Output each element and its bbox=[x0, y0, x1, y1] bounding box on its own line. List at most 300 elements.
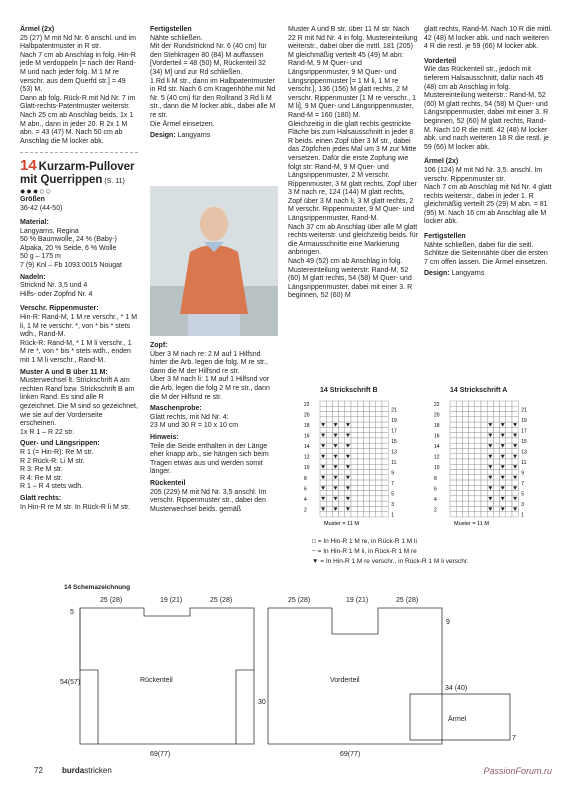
chart-row-label: 11 bbox=[391, 459, 397, 466]
chart-cell bbox=[462, 506, 468, 511]
chart-cell bbox=[456, 512, 462, 517]
chart-cell bbox=[456, 496, 462, 501]
chart-cell bbox=[326, 459, 332, 464]
chart-row-label: 18 bbox=[304, 423, 310, 430]
chart-row-label: 3 bbox=[391, 502, 394, 509]
chart-cell bbox=[357, 406, 363, 411]
design-name: Langyarns bbox=[177, 132, 211, 140]
chart-cell bbox=[481, 480, 487, 485]
chart-cell bbox=[500, 512, 506, 517]
chart-cell bbox=[351, 454, 357, 459]
chart-cell bbox=[326, 491, 332, 496]
chart-cell bbox=[363, 480, 369, 485]
chart-cell bbox=[493, 496, 499, 501]
chart-cell bbox=[382, 512, 388, 517]
chart-cell bbox=[326, 422, 332, 427]
chart-cell bbox=[326, 454, 332, 459]
chart-cell bbox=[339, 417, 345, 422]
chart-row-label: 2 bbox=[304, 507, 307, 514]
chart-cell bbox=[370, 501, 376, 506]
chart-cell bbox=[351, 496, 357, 501]
hint-text: Teile die Seide enthalten in der Länge eher knapp arb., sie hängen sich beim Tragen etwas aus und werden somit länger. bbox=[150, 442, 269, 476]
chart-cell bbox=[481, 438, 487, 443]
chart-cell bbox=[326, 427, 332, 432]
chart-cell bbox=[332, 406, 338, 411]
chart-cell bbox=[469, 485, 475, 490]
chart-cell bbox=[506, 401, 512, 406]
chart-cell bbox=[382, 427, 388, 432]
chart-cell bbox=[462, 459, 468, 464]
chart-cell bbox=[363, 485, 369, 490]
chart-cell bbox=[326, 438, 332, 443]
chart-cell bbox=[351, 427, 357, 432]
chart-cell bbox=[469, 406, 475, 411]
chart-cell bbox=[339, 485, 345, 490]
chart-cell bbox=[351, 438, 357, 443]
chart-cell bbox=[456, 401, 462, 406]
chart-cell bbox=[339, 412, 345, 417]
chart-cell bbox=[456, 506, 462, 511]
chart-cell bbox=[506, 491, 512, 496]
legend-text-1: = In Hin-R 1 M re, in Rück-R 1 M li bbox=[317, 538, 417, 545]
chart-cell bbox=[345, 427, 351, 432]
chart-cell bbox=[475, 480, 481, 485]
chart-cell bbox=[320, 501, 326, 506]
chart-cell bbox=[493, 427, 499, 432]
chart-cell bbox=[357, 480, 363, 485]
chart-cell bbox=[481, 422, 487, 427]
chart-cell bbox=[456, 427, 462, 432]
chart-cell bbox=[351, 417, 357, 422]
chart-cell bbox=[481, 427, 487, 432]
chart-cell bbox=[506, 454, 512, 459]
chart-cell bbox=[339, 427, 345, 432]
chart-cell bbox=[357, 401, 363, 406]
chart-cell bbox=[370, 412, 376, 417]
chart-cell bbox=[487, 512, 493, 517]
chart-cell bbox=[326, 512, 332, 517]
chart-cell bbox=[382, 417, 388, 422]
schema-top-mid: 19 (21) bbox=[160, 597, 183, 604]
page-number: 72 bbox=[34, 766, 43, 775]
chart-cell bbox=[462, 454, 468, 459]
chart-cell bbox=[462, 512, 468, 517]
chart-cell bbox=[456, 433, 462, 438]
chart-cell bbox=[370, 480, 376, 485]
chart-cell bbox=[506, 475, 512, 480]
chart-cell bbox=[462, 475, 468, 480]
chart-cell bbox=[456, 438, 462, 443]
chart-cell bbox=[481, 417, 487, 422]
divider bbox=[20, 152, 138, 153]
chart-cell bbox=[357, 506, 363, 511]
chart-cell bbox=[469, 427, 475, 432]
chart-cell bbox=[462, 501, 468, 506]
chart-cell bbox=[345, 459, 351, 464]
chart-cell bbox=[376, 512, 382, 517]
chart-cell bbox=[339, 470, 345, 475]
chart-cell bbox=[363, 433, 369, 438]
chart-cell bbox=[326, 501, 332, 506]
chart-cell bbox=[382, 433, 388, 438]
chart-cell bbox=[481, 501, 487, 506]
chart-cell bbox=[370, 491, 376, 496]
chart-cell bbox=[487, 501, 493, 506]
chart-row-label: 7 bbox=[391, 481, 394, 488]
chart-cell bbox=[370, 448, 376, 453]
chart-cell bbox=[506, 438, 512, 443]
chart-cell bbox=[487, 406, 493, 411]
chart-cell bbox=[506, 443, 512, 448]
chart-cell bbox=[332, 401, 338, 406]
chart-cell bbox=[376, 448, 382, 453]
chart-cell bbox=[512, 401, 518, 406]
chart-cell bbox=[332, 491, 338, 496]
chart-cell bbox=[382, 443, 388, 448]
chart-cell bbox=[475, 496, 481, 501]
chart-cell bbox=[339, 464, 345, 469]
chart-cell bbox=[357, 512, 363, 517]
column-2 bbox=[150, 26, 278, 144]
chart-cell bbox=[357, 464, 363, 469]
chart-cell bbox=[493, 412, 499, 417]
chart-cell bbox=[493, 406, 499, 411]
chart-cell bbox=[345, 470, 351, 475]
chart-cell bbox=[475, 464, 481, 469]
chart-cell bbox=[326, 470, 332, 475]
gauge-heading: Maschenprobe: bbox=[150, 405, 202, 413]
chart-cell bbox=[357, 448, 363, 453]
chart-cell bbox=[456, 448, 462, 453]
chart-cell bbox=[493, 417, 499, 422]
chart-cell bbox=[506, 459, 512, 464]
chart-cell bbox=[500, 412, 506, 417]
sleeves-heading-2: Ärmel (2x) bbox=[424, 158, 459, 166]
column-1 bbox=[20, 26, 138, 515]
chart-cell bbox=[506, 512, 512, 517]
model-number: 14 bbox=[20, 157, 37, 175]
sleeves-heading: Ärmel (2x) bbox=[20, 26, 55, 33]
blank-square-icon: □ bbox=[312, 538, 316, 545]
zopf-heading: Zopf: bbox=[150, 342, 168, 349]
chart-cell bbox=[376, 427, 382, 432]
chart-cell bbox=[500, 417, 506, 422]
chart-cell bbox=[500, 491, 506, 496]
chart-cell bbox=[376, 480, 382, 485]
chart-cell bbox=[487, 491, 493, 496]
chart-cell bbox=[462, 412, 468, 417]
schema-sleeve-width: 34 (40) bbox=[445, 685, 468, 692]
schema-top-right: 25 (28) bbox=[210, 597, 233, 604]
pattern-heading: Verschr. Rippenmuster: bbox=[20, 305, 99, 313]
chart-cell bbox=[326, 412, 332, 417]
chart-cell bbox=[469, 438, 475, 443]
chart-cell bbox=[363, 496, 369, 501]
chart-cell bbox=[357, 454, 363, 459]
chart-cell bbox=[512, 417, 518, 422]
chart-cell bbox=[382, 470, 388, 475]
chart-cell bbox=[332, 412, 338, 417]
chart-cell bbox=[500, 501, 506, 506]
chart-cell bbox=[332, 470, 338, 475]
chart-cell bbox=[481, 454, 487, 459]
chart-cell bbox=[475, 485, 481, 490]
chart-cell bbox=[450, 433, 456, 438]
schema-neck-back: 5 bbox=[70, 609, 74, 616]
sizes-heading: Größen bbox=[20, 195, 45, 203]
chart-cell bbox=[351, 470, 357, 475]
chart-cell bbox=[363, 438, 369, 443]
triangle-icon: ▼ bbox=[312, 558, 319, 565]
glatt-heading: Glatt rechts: bbox=[20, 494, 62, 502]
chart-cell bbox=[357, 412, 363, 417]
chart-cell bbox=[493, 443, 499, 448]
design-name-2: Langyarns bbox=[451, 270, 485, 278]
chart-cell bbox=[370, 401, 376, 406]
chart-cell bbox=[500, 427, 506, 432]
chart-cell bbox=[450, 417, 456, 422]
chart-cell bbox=[345, 491, 351, 496]
chart-cell bbox=[376, 401, 382, 406]
chart-cell bbox=[481, 512, 487, 517]
chart-cell bbox=[506, 427, 512, 432]
chart-cell bbox=[469, 422, 475, 427]
chart-cell bbox=[475, 491, 481, 496]
chart-row-label: 8 bbox=[304, 475, 307, 482]
chart-row-label: 16 bbox=[304, 433, 310, 440]
chart-muster-label: Muster = 11 M bbox=[324, 520, 359, 527]
chart-cell bbox=[376, 496, 382, 501]
chart-cell bbox=[363, 406, 369, 411]
chart-row-label: 19 bbox=[391, 417, 397, 424]
back-text: 205 (229) M mit Nd Nr. 3,5 anschl. Im verschr. Rippenmuster str., dabei den Musterwechsel beids. gemäß bbox=[150, 488, 267, 513]
chart-cell bbox=[351, 459, 357, 464]
chart-cell bbox=[357, 433, 363, 438]
column-2-lower bbox=[150, 342, 278, 517]
chart-cell bbox=[326, 496, 332, 501]
chart-cell bbox=[370, 464, 376, 469]
chart-cell bbox=[382, 438, 388, 443]
chart-cell bbox=[320, 459, 326, 464]
chart-cell bbox=[469, 506, 475, 511]
chart-row-label: 21 bbox=[521, 407, 527, 414]
chart-cell bbox=[493, 433, 499, 438]
chart-cell bbox=[370, 443, 376, 448]
chart-cell bbox=[450, 485, 456, 490]
chart-cell bbox=[326, 443, 332, 448]
chart-cell bbox=[332, 448, 338, 453]
chart-cell bbox=[462, 422, 468, 427]
chart-cell bbox=[363, 491, 369, 496]
chart-row-label: 14 bbox=[304, 444, 310, 451]
chart-cell bbox=[357, 491, 363, 496]
chart-cell bbox=[370, 427, 376, 432]
chart-cell bbox=[345, 412, 351, 417]
chart-cell bbox=[382, 496, 388, 501]
chart-cell bbox=[339, 512, 345, 517]
finish-text: Nähte schließen. Mit der Rundstricknd Nr. 6 (40 cm) für den Stehkragen 80 (84) M auffassen [Vorderteil = 48 (50) M, Rückenteil 32 (34) M] und zur Rd schließen. 1 Rd li M str., dann im Halbpatentmuster in Rd str. Nach 6 cm Kragenhöhe mit Nd Nr. 5 (40 cm) für den Rollrand 3 Rd li M str., dann die M locker abk., dabei alle M re str. Die Ärmel einsetzen. bbox=[150, 34, 276, 128]
front-heading: Vorderteil bbox=[424, 57, 457, 65]
chart-cell bbox=[456, 412, 462, 417]
chart-cell bbox=[469, 491, 475, 496]
chart-cell bbox=[469, 480, 475, 485]
chart-cell bbox=[326, 506, 332, 511]
chart-cell bbox=[363, 448, 369, 453]
chart-cell bbox=[339, 448, 345, 453]
chart-cell bbox=[456, 480, 462, 485]
chart-cell bbox=[339, 433, 345, 438]
chart-row-label: 12 bbox=[304, 454, 310, 461]
chart-row-label: 18 bbox=[434, 423, 440, 430]
brand-bold: burda bbox=[62, 766, 85, 775]
material-text: Langyarns, Regina 50 % Baumwolle, 24 % (Baby-) Alpaka, 20 % Seide, 6 % Wolle 50 g – 175 m 7 (9) Knl – Fb 1093.0015 Nougat bbox=[20, 227, 122, 270]
chart-cell bbox=[512, 438, 518, 443]
chart-cell bbox=[500, 406, 506, 411]
chart-cell bbox=[481, 464, 487, 469]
chart-cell bbox=[339, 501, 345, 506]
design-label: Design: bbox=[150, 132, 176, 140]
chart-cell bbox=[370, 512, 376, 517]
chart-cell bbox=[339, 496, 345, 501]
chart-a-label: 14 Strickschrift A bbox=[450, 387, 508, 394]
chart-cell bbox=[351, 448, 357, 453]
chart-cell bbox=[487, 470, 493, 475]
chart-cell bbox=[345, 512, 351, 517]
chart-cell bbox=[351, 443, 357, 448]
chart-cell bbox=[339, 438, 345, 443]
schema-top-left-front: 25 (28) bbox=[288, 597, 311, 604]
chart-cell bbox=[493, 401, 499, 406]
chart-cell bbox=[456, 417, 462, 422]
schema-top-mid-front: 19 (21) bbox=[346, 597, 369, 604]
chart-cell bbox=[462, 480, 468, 485]
sleeves-text-2: 106 (124) M mit Nd Nr. 3,5. anschl. Im verschr. Rippenmuster str. Nach 7 cm ab Anschlag mit Nd Nr. 4 glatt rechts weiterstr., dabei in jeder 1. R gleichmäßig verteilt 25 (29) M abn. = 81 (95) M. Nach 16 cm ab Anschlag alle M locker abk. bbox=[424, 166, 552, 226]
chart-cell bbox=[450, 470, 456, 475]
chart-muster-label: Muster = 11 M bbox=[454, 520, 489, 527]
chart-row-label: 13 bbox=[391, 449, 397, 456]
column-3 bbox=[288, 26, 418, 304]
chart-cell bbox=[363, 427, 369, 432]
chart-cell bbox=[382, 464, 388, 469]
chart-cell bbox=[493, 512, 499, 517]
chart-row-label: 10 bbox=[434, 465, 440, 472]
gauge-text: Glatt rechts, mit Nd Nr. 4: 23 M und 30 R = 10 x 10 cm bbox=[150, 413, 239, 430]
chart-cell bbox=[462, 496, 468, 501]
chart-cell bbox=[326, 480, 332, 485]
chart-cell bbox=[382, 412, 388, 417]
brand bbox=[62, 766, 112, 775]
chart-row-label: 16 bbox=[434, 433, 440, 440]
ribs-text: R 1 (= Hin-R): Re M str. R 2 Rück-R: Li M str. R 3: Re M str. R 4: Re M str. R 1 – R 4 stets wdh. bbox=[20, 448, 94, 491]
needles-heading: Nadeln: bbox=[20, 273, 46, 281]
chart-cell bbox=[339, 401, 345, 406]
chart-cell bbox=[475, 412, 481, 417]
chart-cell bbox=[332, 438, 338, 443]
chart-cell bbox=[456, 470, 462, 475]
chart-cell bbox=[351, 512, 357, 517]
chart-cell bbox=[512, 491, 518, 496]
chart-row-label: 6 bbox=[434, 486, 437, 493]
chart-cell bbox=[376, 506, 382, 511]
chart-cell bbox=[469, 454, 475, 459]
pattern-text: Hin-R: Rand-M, 1 M re verschr., * 1 M li, 1 M re verschr. *, von * bis * stets wdh., Rand-M. Rück-R: Rand-M, * 1 M li verschr., 1 M re *, von * bis * stets wdh., enden mit 1 M li verschr., Rand-M. bbox=[20, 314, 138, 364]
chart-row-label: 22 bbox=[434, 402, 440, 408]
chart-cell bbox=[351, 406, 357, 411]
chart-cell bbox=[326, 401, 332, 406]
chart-cell bbox=[376, 501, 382, 506]
chart-cell bbox=[370, 433, 376, 438]
chart-cell bbox=[382, 401, 388, 406]
chart-cell bbox=[462, 485, 468, 490]
chart-a-grid bbox=[430, 397, 550, 535]
chart-cell bbox=[493, 464, 499, 469]
chart-cell bbox=[493, 485, 499, 490]
chart-cell bbox=[363, 417, 369, 422]
chart-cell bbox=[332, 427, 338, 432]
chart-cell bbox=[506, 433, 512, 438]
chart-cell bbox=[376, 475, 382, 480]
chart-cell bbox=[376, 438, 382, 443]
chart-cell bbox=[481, 491, 487, 496]
chart-cell bbox=[450, 412, 456, 417]
chart-cell bbox=[469, 401, 475, 406]
chart-cell bbox=[456, 491, 462, 496]
chart-cell bbox=[475, 417, 481, 422]
chart-cell bbox=[506, 422, 512, 427]
chart-cell bbox=[475, 512, 481, 517]
chart-cell bbox=[456, 464, 462, 469]
legend-row-1 bbox=[312, 537, 469, 547]
chart-cell bbox=[450, 464, 456, 469]
pattern-ab-text: Musterwechsel lt. Strickschrift A am rechten Rand bzw. Strickschrift B am linken Rand. Es sind alle R gezeichnet. Die M sind so gezeichnet, wie sie auf der Vorderseite erscheinen. 1x R 1 – R 22 str. bbox=[20, 377, 138, 436]
chart-cell bbox=[506, 412, 512, 417]
model-ref: (S. 11) bbox=[104, 178, 125, 186]
brand-rest: stricken bbox=[84, 766, 112, 775]
chart-cell bbox=[357, 443, 363, 448]
model-photo bbox=[150, 186, 278, 336]
chart-cell bbox=[376, 459, 382, 464]
chart-cell bbox=[450, 501, 456, 506]
chart-cell bbox=[376, 433, 382, 438]
chart-cell bbox=[363, 470, 369, 475]
chart-cell bbox=[357, 470, 363, 475]
chart-cell bbox=[332, 459, 338, 464]
chart-cell bbox=[462, 491, 468, 496]
chart-row-label: 19 bbox=[521, 417, 527, 424]
chart-row-label: 22 bbox=[304, 402, 310, 408]
chart-cell bbox=[487, 448, 493, 453]
schema-top-left: 25 (28) bbox=[100, 597, 123, 604]
chart-cell bbox=[339, 475, 345, 480]
chart-cell bbox=[493, 475, 499, 480]
chart-row-label: 5 bbox=[391, 491, 394, 498]
chart-cell bbox=[376, 443, 382, 448]
chart-cell bbox=[512, 448, 518, 453]
chart-cell bbox=[450, 448, 456, 453]
chart-cell bbox=[376, 464, 382, 469]
chart-cell bbox=[469, 448, 475, 453]
chart-cell bbox=[512, 406, 518, 411]
chart-cell bbox=[332, 501, 338, 506]
chart-cell bbox=[320, 480, 326, 485]
chart-row-label: 4 bbox=[304, 496, 307, 503]
chart-cell bbox=[357, 427, 363, 432]
chart-cell bbox=[462, 406, 468, 411]
chart-row-label: 7 bbox=[521, 481, 524, 488]
chart-cell bbox=[493, 422, 499, 427]
chart-cell bbox=[382, 475, 388, 480]
chart-cell bbox=[382, 454, 388, 459]
